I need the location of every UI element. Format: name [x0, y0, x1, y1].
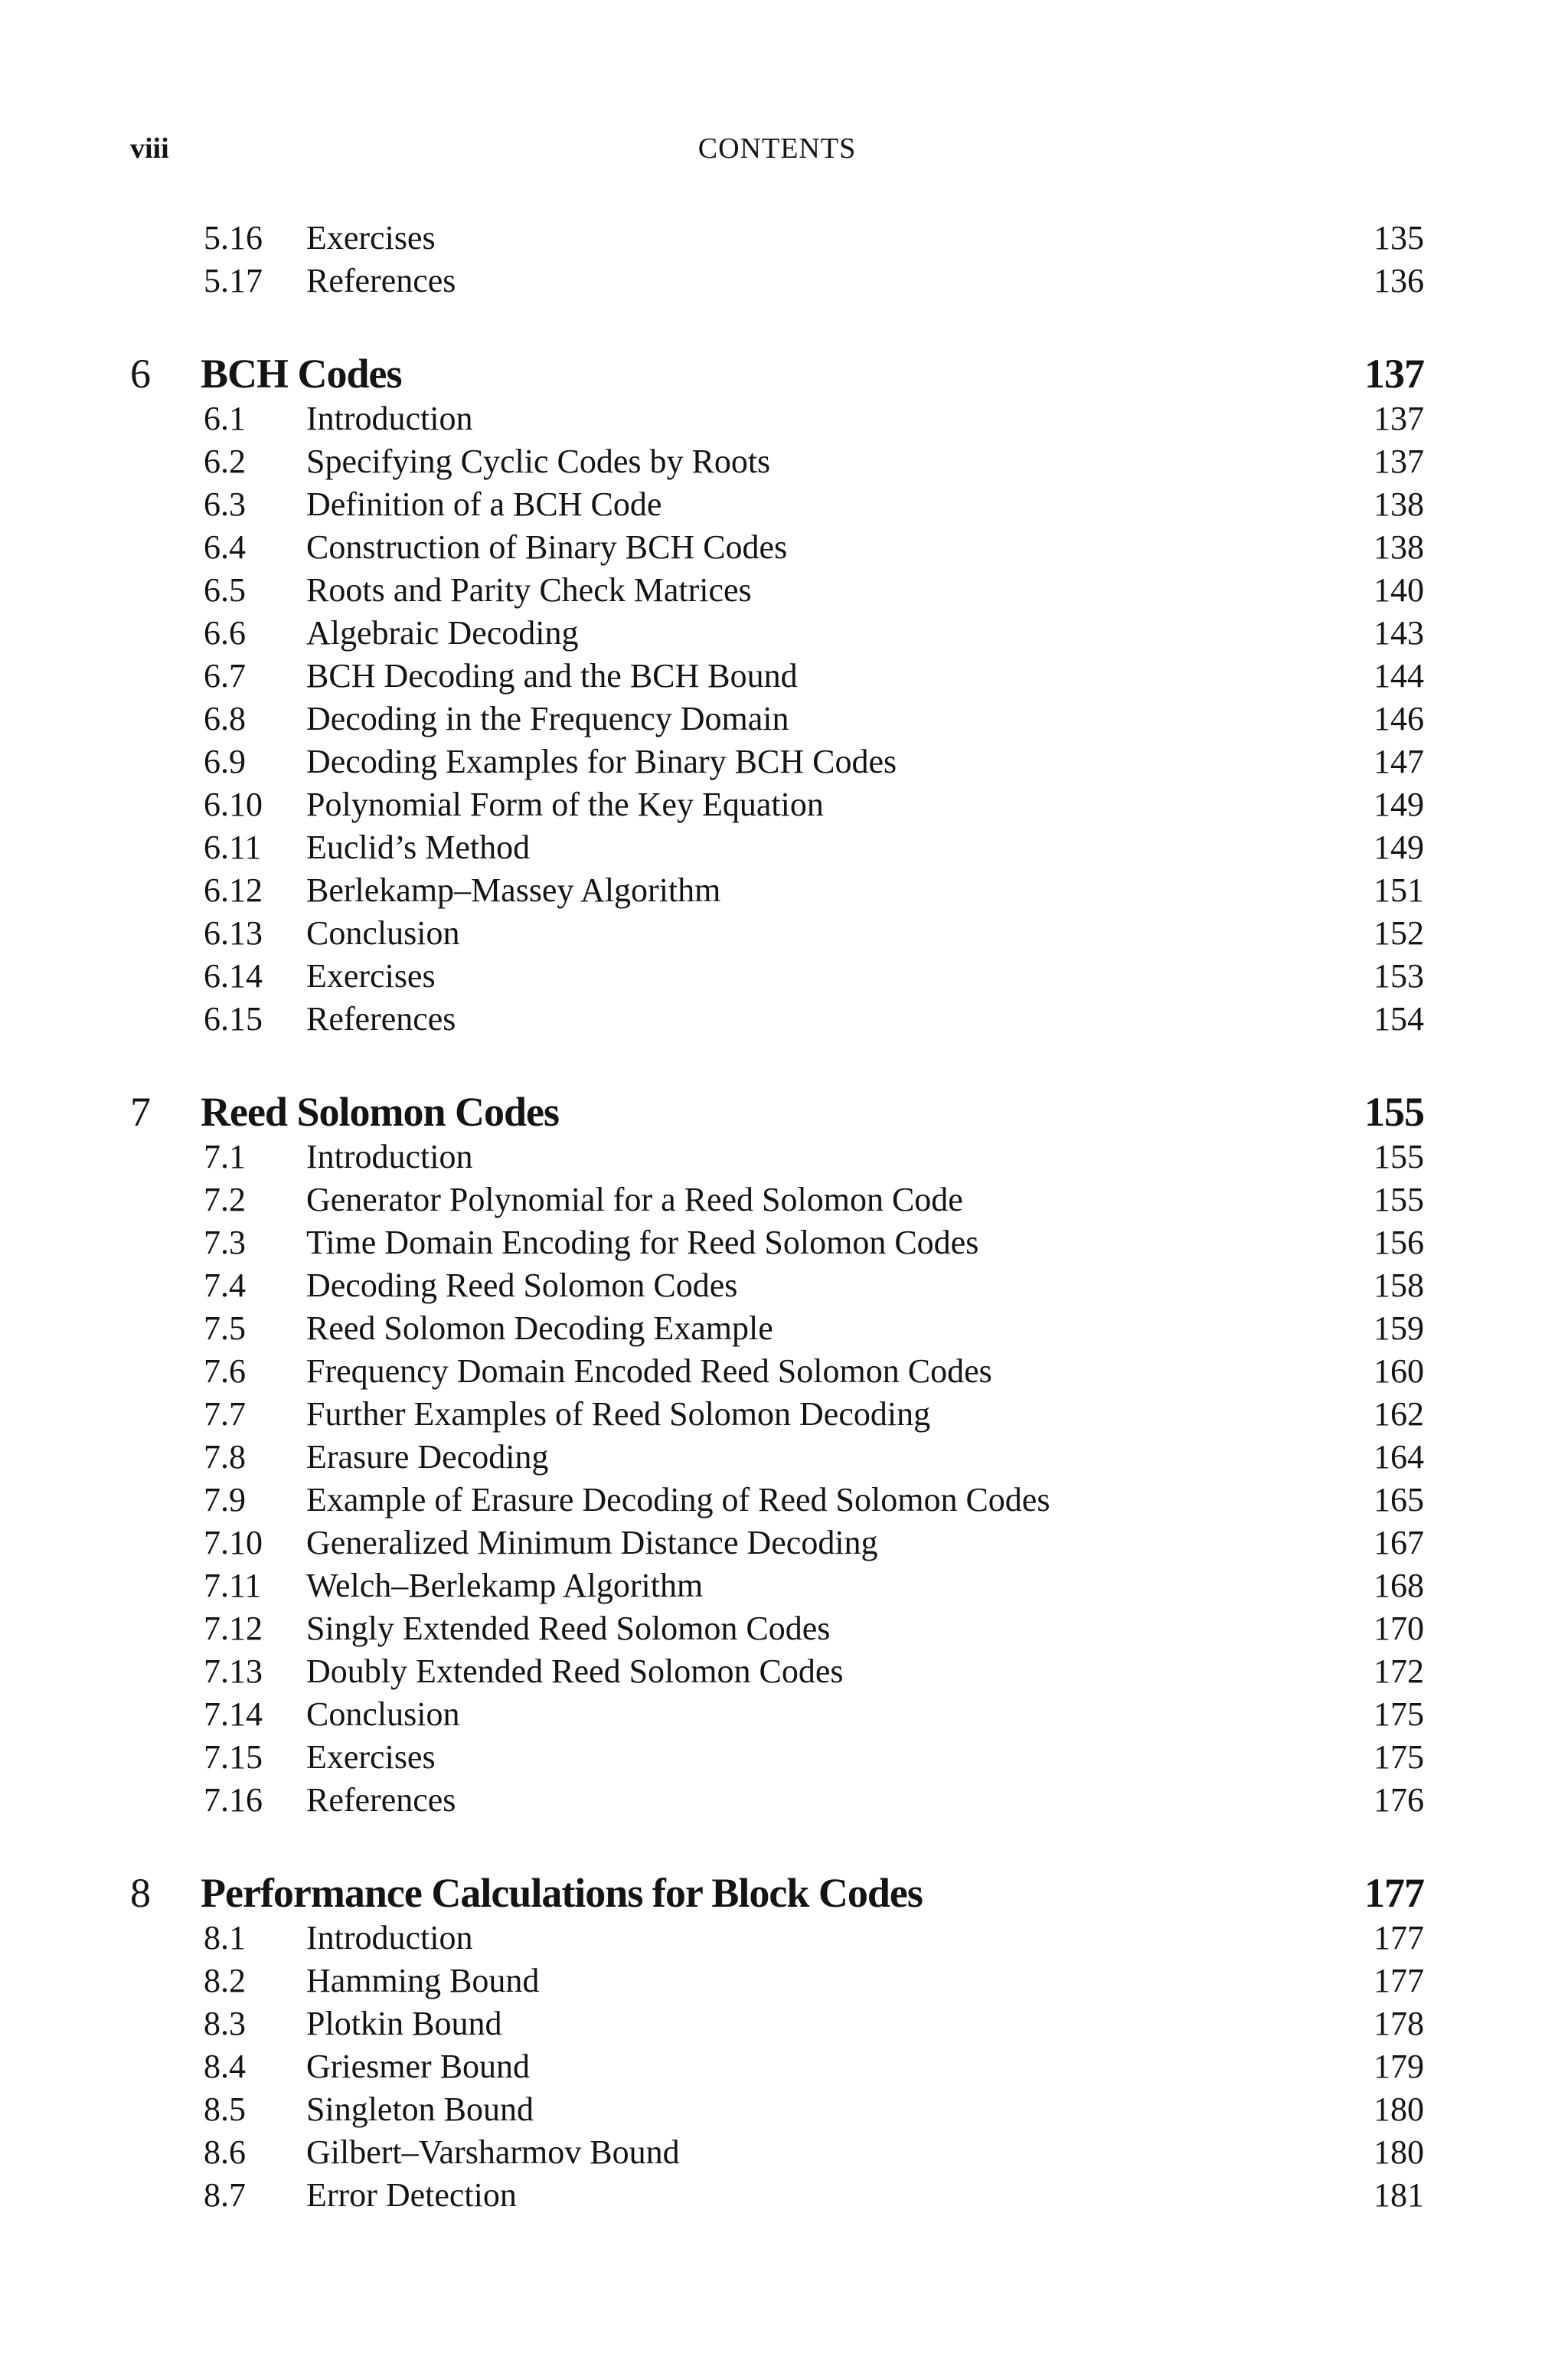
section-page: 180	[1374, 2091, 1424, 2128]
toc-entry[interactable]	[130, 1960, 1424, 2002]
section-number: 7.15	[204, 1738, 263, 1776]
section-title: Generalized Minimum Distance Decoding	[306, 1524, 878, 1561]
section-page: 140	[1374, 571, 1424, 609]
section-page: 165	[1374, 1481, 1424, 1518]
section-number: 6.12	[204, 871, 263, 909]
section-page: 154	[1374, 1000, 1424, 1038]
chapter-title: BCH Codes	[201, 351, 402, 397]
toc-entry[interactable]	[130, 698, 1424, 740]
toc-entry[interactable]	[130, 440, 1424, 483]
table-of-contents	[130, 217, 1424, 2217]
section-title: Example of Erasure Decoding of Reed Solomon Codes	[306, 1481, 1050, 1518]
section-title: Construction of Binary BCH Codes	[306, 528, 788, 566]
section-number: 6.1	[204, 400, 246, 437]
toc-entry[interactable]	[130, 483, 1424, 526]
section-number: 7.13	[204, 1652, 263, 1690]
section-number: 6.4	[204, 528, 246, 566]
section-page: 156	[1374, 1224, 1424, 1261]
toc-entry[interactable]	[130, 1479, 1424, 1522]
section-number: 5.16	[204, 219, 263, 257]
section-page: 164	[1374, 1438, 1424, 1476]
toc-entry[interactable]	[130, 2045, 1424, 2088]
section-title: Decoding in the Frequency Domain	[306, 700, 789, 737]
section-page: 151	[1374, 871, 1424, 909]
section-title: Welch–Berlekamp Algorithm	[306, 1567, 704, 1604]
section-title: Error Detection	[306, 2176, 517, 2214]
toc-entry[interactable]	[130, 869, 1424, 912]
toc-entry[interactable]	[130, 2088, 1424, 2131]
section-title: Conclusion	[306, 914, 460, 952]
section-number: 6.15	[204, 1000, 263, 1038]
section-page: 177	[1374, 1919, 1424, 1956]
section-title: Introduction	[306, 1138, 473, 1175]
toc-entry[interactable]	[130, 1264, 1424, 1307]
toc-entry[interactable]	[130, 655, 1424, 698]
section-page: 153	[1374, 957, 1424, 995]
section-number: 8.2	[204, 1962, 246, 1999]
section-title: Plotkin Bound	[306, 2005, 502, 2042]
section-page: 135	[1374, 219, 1424, 257]
section-page: 162	[1374, 1395, 1424, 1433]
section-number: 7.2	[204, 1181, 246, 1218]
chapter-page: 177	[1364, 1870, 1424, 1916]
section-page: 155	[1374, 1138, 1424, 1175]
toc-entry[interactable]	[130, 1136, 1424, 1178]
section-title: Conclusion	[306, 1695, 460, 1733]
toc-entry[interactable]	[130, 783, 1424, 826]
section-title: Singleton Bound	[306, 2091, 534, 2128]
toc-entry[interactable]	[130, 1522, 1424, 1564]
section-number: 6.13	[204, 914, 263, 952]
toc-entry[interactable]	[130, 2002, 1424, 2045]
toc-entry[interactable]	[130, 740, 1424, 783]
section-title: Introduction	[306, 400, 473, 437]
section-page: 172	[1374, 1652, 1424, 1690]
toc-entry[interactable]	[130, 826, 1424, 869]
toc-entry[interactable]	[130, 998, 1424, 1041]
section-number: 7.10	[204, 1524, 263, 1561]
chapter-heading[interactable]	[130, 350, 1424, 397]
toc-entry[interactable]	[130, 912, 1424, 955]
page-number: viii	[130, 132, 169, 165]
section-title: Gilbert–Varsharmov Bound	[306, 2133, 680, 2171]
section-number: 7.4	[204, 1267, 246, 1304]
section-title: References	[306, 1781, 456, 1819]
toc-entry[interactable]	[130, 569, 1424, 612]
section-page: 180	[1374, 2133, 1424, 2171]
section-number: 6.2	[204, 443, 246, 480]
section-page: 155	[1374, 1181, 1424, 1218]
section-number: 8.6	[204, 2133, 246, 2171]
section-title: Polynomial Form of the Key Equation	[306, 786, 824, 823]
section-title: Specifying Cyclic Codes by Roots	[306, 443, 771, 480]
section-number: 7.12	[204, 1610, 263, 1647]
toc-entry[interactable]	[130, 2174, 1424, 2217]
chapter-title: Reed Solomon Codes	[201, 1089, 560, 1135]
section-page: 177	[1374, 1962, 1424, 1999]
section-page: 175	[1374, 1695, 1424, 1733]
toc-entry[interactable]	[130, 1564, 1424, 1607]
section-number: 7.7	[204, 1395, 246, 1433]
section-title: References	[306, 1000, 456, 1038]
chapter-number: 8	[130, 1870, 150, 1916]
section-number: 6.3	[204, 485, 246, 523]
section-number: 6.11	[204, 829, 262, 866]
page-header	[130, 132, 1424, 178]
section-page: 176	[1374, 1781, 1424, 1819]
section-number: 5.17	[204, 262, 263, 299]
section-number: 8.5	[204, 2091, 246, 2128]
section-number: 7.14	[204, 1695, 263, 1733]
section-title: Definition of a BCH Code	[306, 485, 662, 523]
section-page: 146	[1374, 700, 1424, 737]
chapter-page: 155	[1364, 1089, 1424, 1135]
toc-entry[interactable]	[130, 526, 1424, 569]
section-title: Exercises	[306, 219, 436, 257]
section-page: 147	[1374, 743, 1424, 780]
section-page: 138	[1374, 528, 1424, 566]
toc-entry[interactable]	[130, 1178, 1424, 1221]
section-page: 149	[1374, 829, 1424, 866]
section-page: 136	[1374, 262, 1424, 299]
section-page: 170	[1374, 1610, 1424, 1647]
toc-entry[interactable]	[130, 260, 1424, 302]
section-title: Erasure Decoding	[306, 1438, 549, 1476]
toc-entry[interactable]	[130, 1393, 1424, 1436]
toc-entry[interactable]	[130, 2131, 1424, 2174]
section-title: Further Examples of Reed Solomon Decoding	[306, 1395, 931, 1433]
toc-entry[interactable]	[130, 1917, 1424, 1960]
toc-entry[interactable]	[130, 1736, 1424, 1779]
section-title: Decoding Reed Solomon Codes	[306, 1267, 738, 1304]
section-page: 167	[1374, 1524, 1424, 1561]
section-number: 6.5	[204, 571, 246, 609]
section-title: Exercises	[306, 1738, 436, 1776]
section-page: 152	[1374, 914, 1424, 952]
section-number: 7.6	[204, 1352, 246, 1390]
toc-entry[interactable]	[130, 1350, 1424, 1393]
section-number: 6.8	[204, 700, 246, 737]
section-page: 149	[1374, 786, 1424, 823]
section-number: 7.16	[204, 1781, 263, 1819]
chapter-number: 6	[130, 351, 150, 397]
section-page: 137	[1374, 443, 1424, 480]
section-number: 8.3	[204, 2005, 246, 2042]
chapter-heading[interactable]	[130, 1869, 1424, 1917]
section-page: 160	[1374, 1352, 1424, 1390]
toc-entry[interactable]	[130, 1779, 1424, 1822]
toc-entry[interactable]	[130, 1436, 1424, 1479]
toc-entry[interactable]	[130, 1650, 1424, 1693]
section-page: 159	[1374, 1309, 1424, 1347]
section-number: 8.1	[204, 1919, 246, 1956]
section-title: Introduction	[306, 1919, 473, 1956]
section-page: 144	[1374, 657, 1424, 695]
section-number: 7.9	[204, 1481, 246, 1518]
section-title: Reed Solomon Decoding Example	[306, 1309, 773, 1347]
chapter-title: Performance Calculations for Block Codes	[201, 1870, 923, 1916]
chapter-heading[interactable]	[130, 1088, 1424, 1136]
section-page: 138	[1374, 485, 1424, 523]
section-title: Roots and Parity Check Matrices	[306, 571, 752, 609]
section-number: 6.6	[204, 614, 246, 652]
section-title: Berlekamp–Massey Algorithm	[306, 871, 721, 909]
toc-entry[interactable]	[130, 1607, 1424, 1650]
toc-entry[interactable]	[130, 1693, 1424, 1736]
section-page: 158	[1374, 1267, 1424, 1304]
section-title: Frequency Domain Encoded Reed Solomon Codes	[306, 1352, 992, 1390]
section-title: Euclid’s Method	[306, 829, 531, 866]
section-title: References	[306, 262, 456, 299]
running-title: CONTENTS	[697, 132, 857, 165]
chapter-number: 7	[130, 1089, 150, 1135]
section-title: Decoding Examples for Binary BCH Codes	[306, 743, 897, 780]
section-page: 178	[1374, 2005, 1424, 2042]
section-page: 143	[1374, 614, 1424, 652]
section-number: 6.10	[204, 786, 263, 823]
section-title: Singly Extended Reed Solomon Codes	[306, 1610, 831, 1647]
toc-entry[interactable]	[130, 955, 1424, 998]
section-number: 7.8	[204, 1438, 246, 1476]
section-number: 6.7	[204, 657, 246, 695]
section-number: 6.14	[204, 957, 263, 995]
section-page: 181	[1374, 2176, 1424, 2214]
section-title: Generator Polynomial for a Reed Solomon Code	[306, 1181, 963, 1218]
toc-entry[interactable]	[130, 397, 1424, 440]
toc-entry[interactable]	[130, 612, 1424, 655]
section-title: Algebraic Decoding	[306, 614, 579, 652]
section-title: Time Domain Encoding for Reed Solomon Codes	[306, 1224, 979, 1261]
section-title: BCH Decoding and the BCH Bound	[306, 657, 798, 695]
toc-entry[interactable]	[130, 217, 1424, 260]
section-page: 137	[1374, 400, 1424, 437]
section-number: 7.1	[204, 1138, 246, 1175]
section-number: 6.9	[204, 743, 246, 780]
section-title: Exercises	[306, 957, 436, 995]
chapter-page: 137	[1364, 351, 1424, 397]
section-title: Griesmer Bound	[306, 2048, 531, 2085]
toc-entry[interactable]	[130, 1307, 1424, 1350]
section-page: 175	[1374, 1738, 1424, 1776]
section-number: 7.3	[204, 1224, 246, 1261]
section-number: 7.5	[204, 1309, 246, 1347]
section-number: 7.11	[204, 1567, 262, 1604]
section-number: 8.7	[204, 2176, 246, 2214]
section-number: 8.4	[204, 2048, 246, 2085]
section-page: 168	[1374, 1567, 1424, 1604]
section-page: 179	[1374, 2048, 1424, 2085]
section-title: Doubly Extended Reed Solomon Codes	[306, 1652, 844, 1690]
section-title: Hamming Bound	[306, 1962, 540, 1999]
toc-entry[interactable]	[130, 1221, 1424, 1264]
